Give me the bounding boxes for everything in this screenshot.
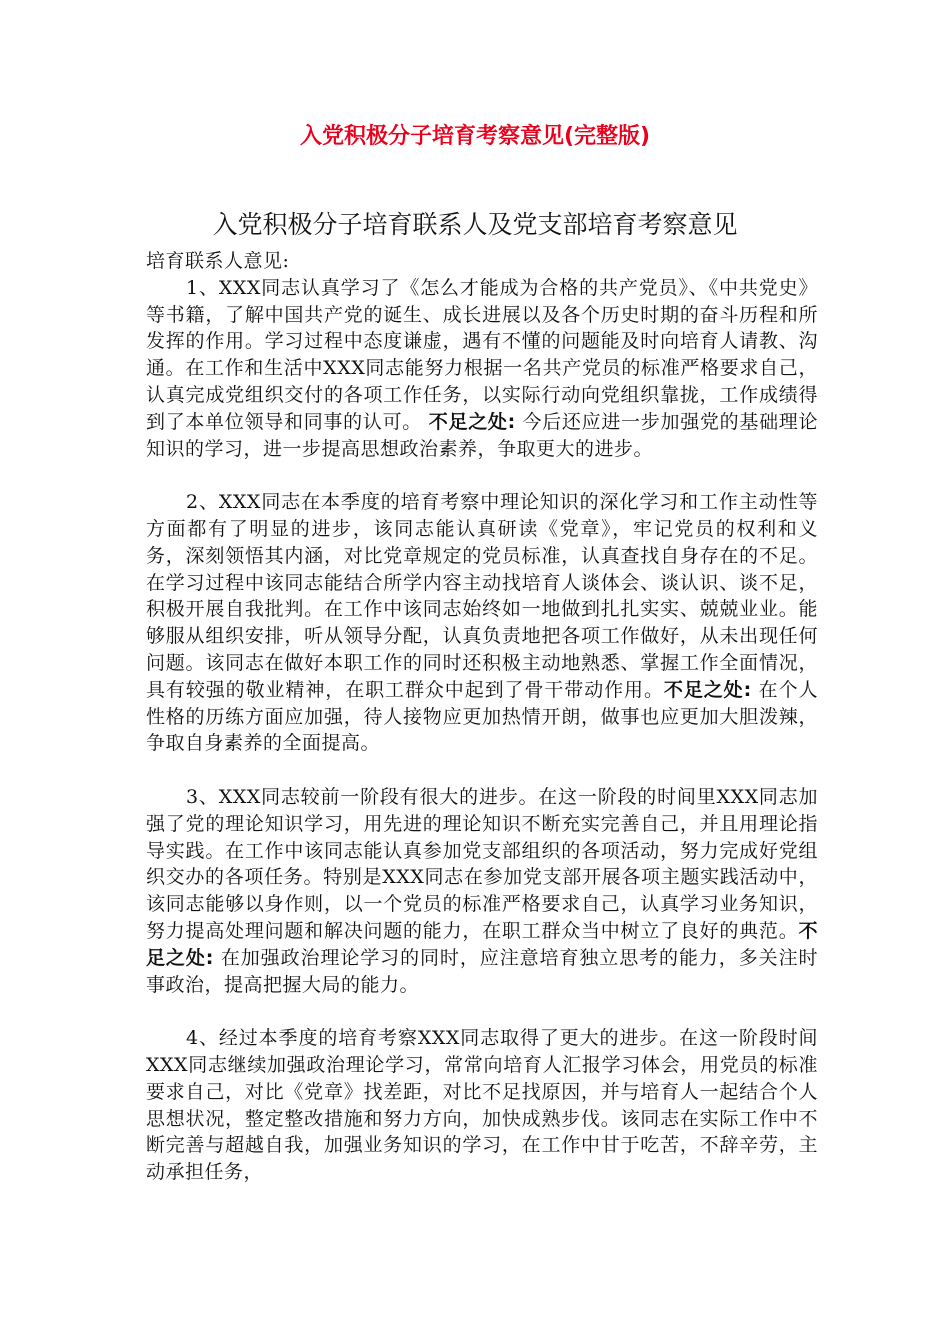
document-title: 入党积极分子培育考察意见(完整版) (299, 124, 651, 149)
paragraph-text: 2、XXX同志在本季度的培育考察中理论知识的深化学习和工作主动性等方面都有了明显的进步，该同志能认真研读《党章》，牢记党员的权利和义务，深刻领悟其内涵，对比党章规定的党员标准，认真查找自身存在的不足。在学习过程中该同志能结合所学内容主动找培育人谈体会、谈认识、谈不足，积极开展自我批判。在工作中该同志始终如一地做到扎扎实实、兢兢业业。能够服从组织安排，听从领导分配，认真负责地把各项工作做好，从未出现任何问题。该同志在做好本职工作的同时还积极主动地熟悉、掌握工作全面情况，具有较强的敬业精神，在职工群众中起到了骨干带动作用。 (146, 491, 818, 701)
paragraph-text: 1、XXX同志认真学习了《怎么才能成为合格的共产党员》、《中共党史》等书籍，了解中国共产党的诞生、成长进展以及各个历史时期的奋斗历程和所发挥的作用。学习过程中态度谦虚，遇有不懂的问题能及时向培育人请教、沟通。在工作和生活中XXX同志能努力根据一名共产党员的标准严格要求自己，认真完成党组织交付的各项工作任务，以实际行动向党组织靠拢，工作成绩得到了本单位领导和同事的认可。 (146, 276, 818, 433)
weakness-text: 在个人性格的历练方面应加强，待人接物应更加热情开朗，做事也应更加大胆泼辣，争取自身素养的全面提高。 (146, 678, 818, 755)
paragraph-4 (146, 1025, 818, 1186)
paragraph-3 (146, 784, 818, 998)
weakness-label: 不足之处: (663, 678, 752, 701)
paragraph-text: 3、XXX同志较前一阶段有很大的进步。在这一阶段的时间里XXX同志加强了党的理论知识学习，用先进的理论知识不断充实完善自己，并且用理论指导实践。在工作中该同志能认真参加党支部组织的各项活动，努力完成好党组织交办的各项任务。特别是XXX同志在参加党支部开展各项主题实践活动中，该同志能够以身作则，以一个党员的标准严格要求自己，认真学习业务知识，努力提高处理问题和解决问题的能力，在职工群众当中树立了良好的典范。 (146, 785, 818, 942)
weakness-text: 今后还应进一步加强党的基础理论知识的学习，进一步提高思想政治素养，争取更大的进步。 (146, 410, 818, 460)
document-body (146, 248, 818, 1186)
intro-label: 培育联系人意见: (146, 250, 290, 272)
paragraph-2 (146, 489, 818, 757)
weakness-text: 在加强政治理论学习的同时，应注意培育独立思考的能力，多关注时事政治，提高把握大局的能力。 (146, 946, 818, 996)
weakness-label: 不足之处: (428, 410, 516, 433)
weakness-label: 不足之处: (146, 919, 818, 969)
paragraph-1 (146, 275, 818, 463)
paragraph-text: 4、经过本季度的培育考察XXX同志取得了更大的进步。在这一阶段时间XXX同志继续加强政治理论学习，常常向培育人汇报学习体会，用党员的标准要求自己，对比《党章》找差距，对比不足找原因，并与培育人一起结合个人思想状况，整定整改措施和努力方向，加快成熟步伐。该同志在实际工作中不断完善与超越自我，加强业务知识的学习，在工作中甘于吃苦，不辞辛劳，主动承担任务， (146, 1027, 818, 1184)
document-subtitle: 入党积极分子培育联系人及党支部培育考察意见 (212, 210, 738, 239)
